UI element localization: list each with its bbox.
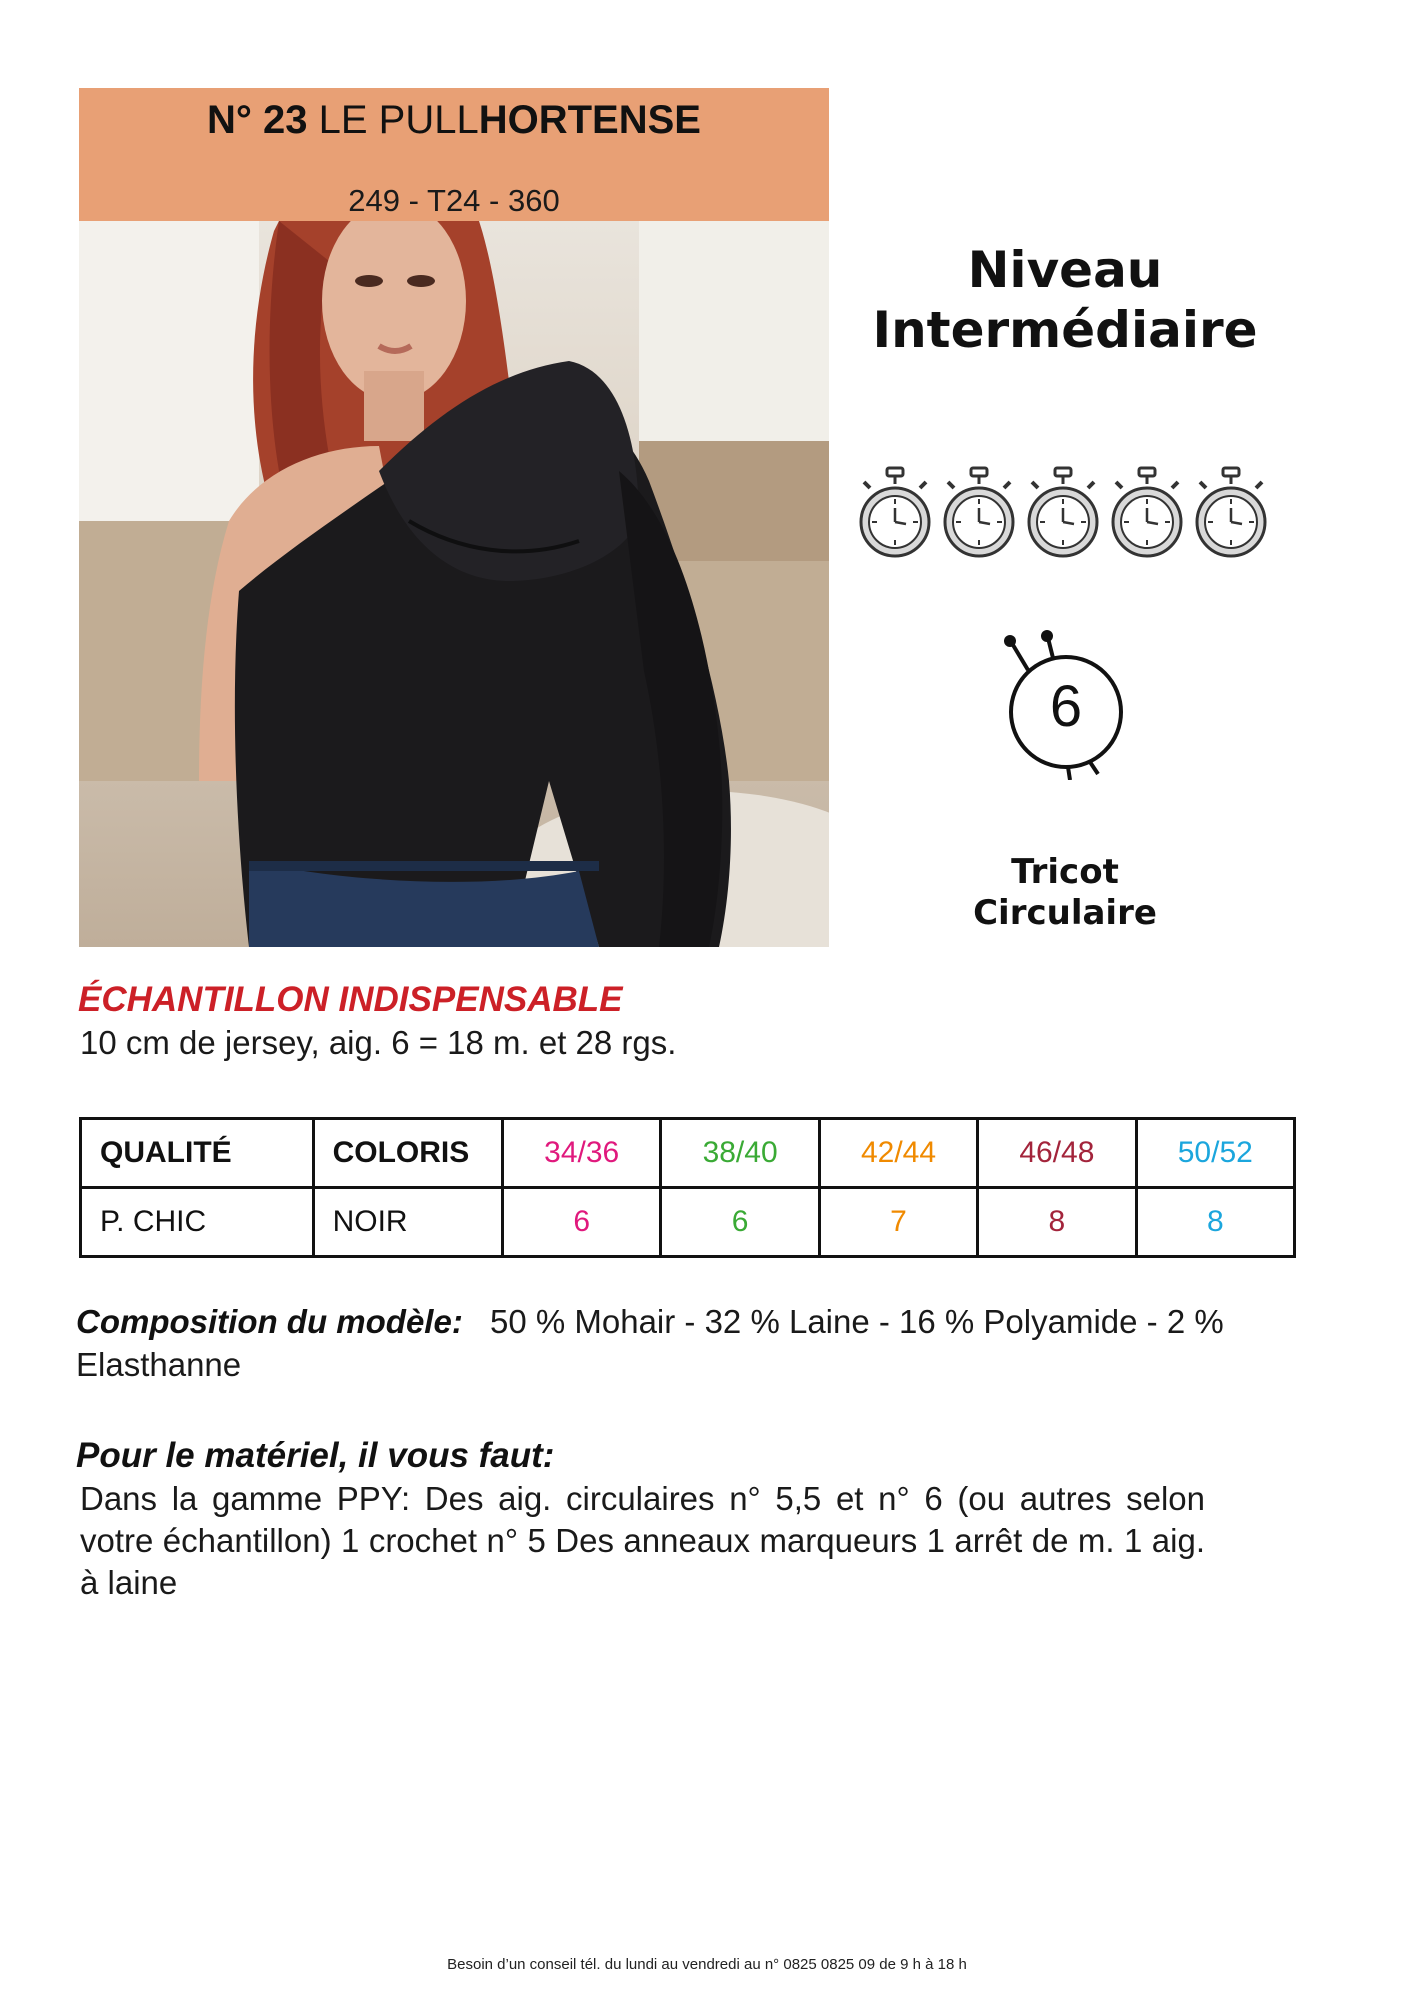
header-size-3: 42/44: [819, 1119, 977, 1188]
technique-line-2: Circulaire: [973, 893, 1157, 933]
stopwatch-icon: [858, 466, 932, 562]
cell-qty-size-2: 6: [661, 1188, 819, 1257]
pattern-number: N° 23: [207, 98, 308, 142]
stopwatch-icon: [1026, 466, 1100, 562]
difficulty-label: Niveau: [967, 241, 1163, 299]
cell-qty-size-3: 7: [819, 1188, 977, 1257]
stopwatch-icon: [942, 466, 1016, 562]
technique-line-1: Tricot: [1011, 852, 1119, 892]
header-size-4: 46/48: [978, 1119, 1136, 1188]
materials-text: Dans la gamme PPY: Des aig. circulaires n° 5,5 et n° 6 (ou autres selon votre échantillon) 1 crochet n° 5 Des anneaux marqueurs 1 arrêt de m. 1 aig. à laine: [80, 1480, 1205, 1601]
table-row: [81, 1188, 1295, 1257]
stopwatch-icon: [1194, 466, 1268, 562]
pattern-name: HORTENSE: [478, 98, 701, 142]
time-rating: [858, 466, 1278, 562]
technique: [920, 852, 1210, 934]
header-color: COLORIS: [313, 1119, 502, 1188]
model-photo: [79, 221, 829, 947]
pattern-title: [79, 92, 829, 148]
materials-title: Pour le matériel, il vous faut:: [76, 1436, 555, 1475]
title-band: [79, 88, 829, 221]
header-quality: QUALITÉ: [81, 1119, 314, 1188]
table-header-row: [81, 1119, 1295, 1188]
composition: [76, 1300, 1316, 1386]
cell-color: NOIR: [313, 1188, 502, 1257]
yarn-table: [79, 1117, 1296, 1258]
composition-label: Composition du modèle:: [76, 1303, 463, 1340]
composition-text: 50 % Mohair - 32 % Laine - 16 % Polyamide - 2 % Elasthanne: [76, 1303, 1224, 1383]
header-size-5: 50/52: [1136, 1119, 1294, 1188]
footer-help-line: Besoin d’un conseil tél. du lundi au vendredi au n° 0825 0825 09 de 9 h à 18 h: [447, 1956, 967, 1973]
cell-qty-size-5: 8: [1136, 1188, 1294, 1257]
pattern-reference: 249 - T24 - 360: [348, 183, 560, 218]
sample-title: ÉCHANTILLON INDISPENSABLE: [78, 980, 623, 1019]
difficulty-value: Intermédiaire: [872, 301, 1258, 359]
model-photo-illustration: [79, 221, 829, 947]
pattern-name-prefix: LE PULL: [318, 98, 479, 142]
cell-quality: P. CHIC: [81, 1188, 314, 1257]
difficulty-level: [860, 240, 1270, 360]
header-size-2: 38/40: [661, 1119, 819, 1188]
cell-qty-size-4: 8: [978, 1188, 1136, 1257]
sample-text: 10 cm de jersey, aig. 6 = 18 m. et 28 rgs.: [80, 1024, 677, 1061]
stopwatch-icon: [1110, 466, 1184, 562]
cell-qty-size-1: 6: [503, 1188, 661, 1257]
needle-size: 6: [1049, 674, 1083, 739]
header-size-1: 34/36: [503, 1119, 661, 1188]
